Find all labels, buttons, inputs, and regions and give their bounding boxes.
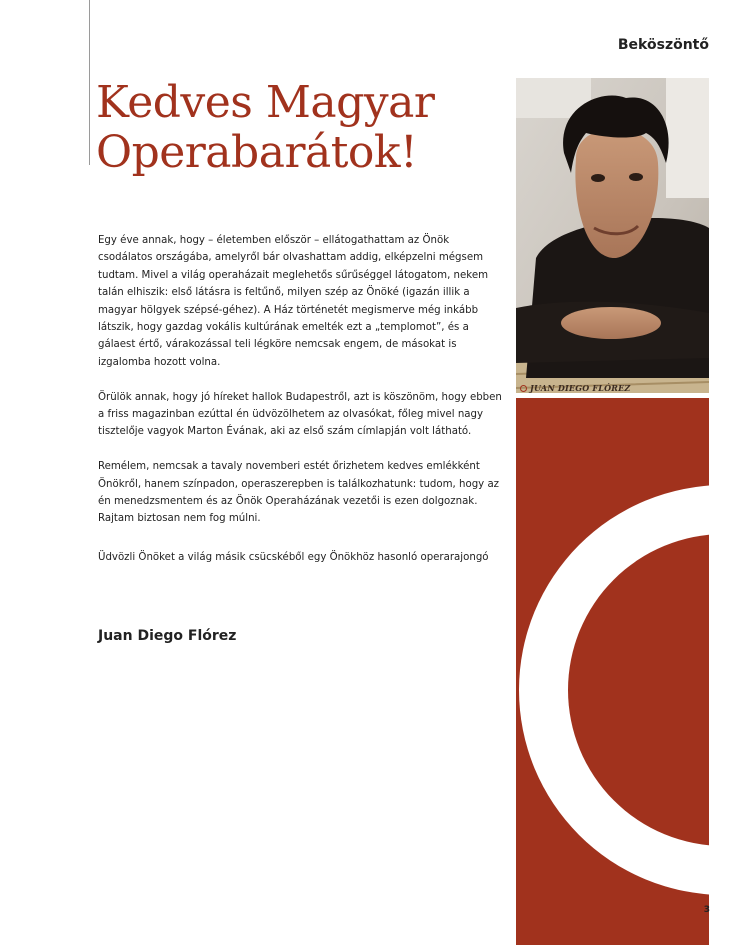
vertical-rule [89, 0, 90, 165]
signature: Juan Diego Flórez [98, 628, 237, 644]
photo-caption-text: JUAN DIEGO FLÓREZ [530, 383, 631, 393]
page-number: 3 [703, 905, 710, 915]
headline [96, 78, 506, 178]
letter-body [98, 232, 503, 545]
photo-caption [520, 383, 630, 393]
section-label: Beköszöntő [617, 37, 709, 53]
paragraph-3: Remélem, nemcsak a tavaly novemberi estét őrizhetem kedves emlékként Önökről, hanem színpadon, operaszerepben is találkozhatunk: tudom, hogy az én menedzsmentem és az Önök Operaházának vezetői is ezen dolgoznak. Rajtam biztosan nem fog múlni. [98, 461, 500, 525]
paragraph-1: Egy éve annak, hogy – életemben először – ellátogathattam az Önök csodálatos országába, amelyről bár olvashattam addig, elképzelni mégsem tudtam. Mivel a világ operaházait meglehetős sűrűséggel látogatom, nekem talán elhiszik: első látásra is feltűnő, milyen szép az Önöké (igazán illik a magyar hölgyek szépsé-géhez). A Ház történetét megismerve még inkább látszik, hogy gazdag vokális kultúrának emelték ezt a „templomot”, és a gálaest értő, várakozással teli légköre nemcsak engem, de másokat is izgalomba hozott volna. [98, 235, 489, 368]
portrait-photo [516, 78, 709, 393]
headline-line-2: Operabarátok! [96, 127, 418, 178]
caption-bullet-icon [520, 385, 527, 392]
paragraph-2: Örülök annak, hogy jó híreket hallok Budapestről, azt is köszönöm, hogy ebben a friss magazinban ezúttal én üdvözölhetem az olvasókat, főleg mivel nagy tisztelője vagyok Marton Évának, aki az első szám címlapján volt látható. [98, 391, 502, 438]
decorative-red-panel [516, 398, 709, 945]
closing-greeting: Üdvözli Önöket a világ másik csücskéből egy Önökhöz hasonló operarajongó [98, 552, 489, 563]
headline-line-1: Kedves Magyar [96, 77, 435, 128]
